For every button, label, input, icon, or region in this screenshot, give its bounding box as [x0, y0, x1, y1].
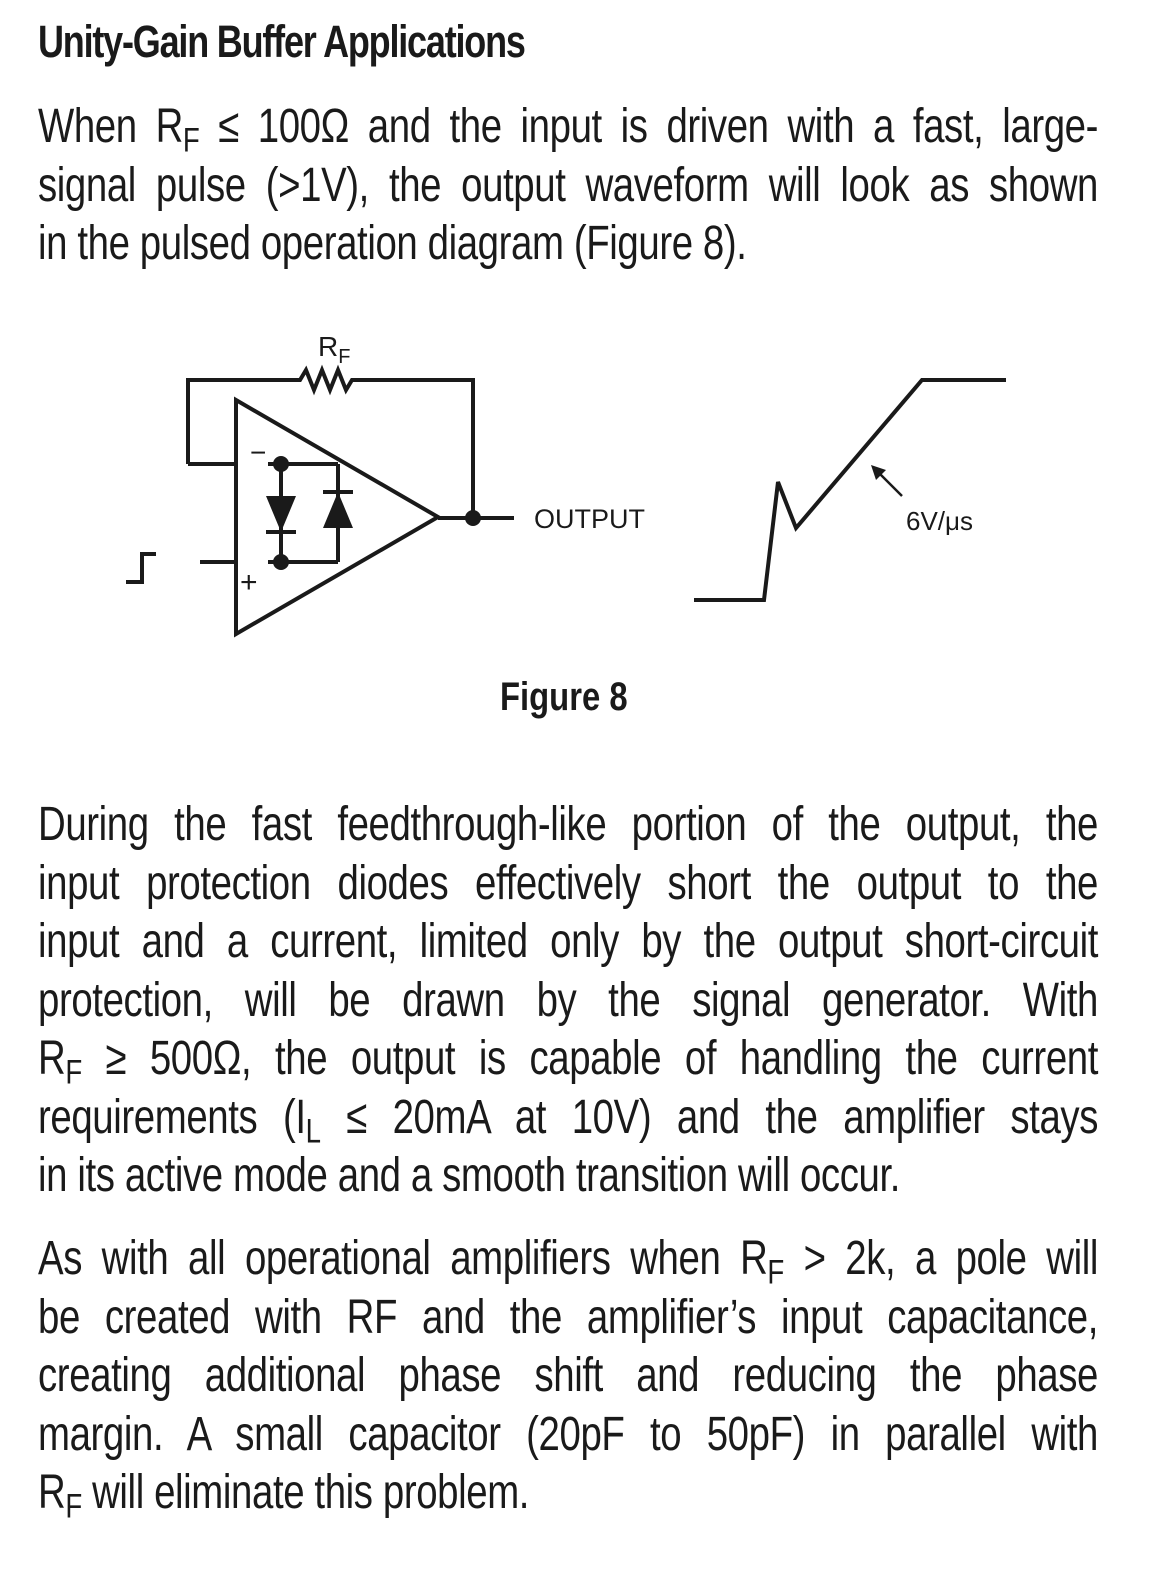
paragraph-line: input and a current, limited only by the output short-circuit [38, 915, 1098, 968]
paragraph-line: in the pulsed operation diagram (Figure 8). [38, 217, 747, 270]
paragraph-line: protection, will be drawn by the signal generator. With [38, 973, 1098, 1027]
diode-right-triangle [323, 492, 353, 528]
subscript: F [182, 121, 200, 160]
paragraph-line: margin. A small capacitor (20pF to 50pF) in parallel with [38, 1407, 1098, 1461]
text-run: R [38, 1466, 66, 1519]
paragraph-line [38, 98, 1099, 160]
paragraph-feedthrough [38, 796, 1098, 1206]
paragraph-line: be created with RF and the amplifier’s input capacitance, [38, 1290, 1098, 1344]
text-run: requirements (I [38, 1090, 306, 1144]
junction-dot [273, 554, 289, 570]
paragraph-line [38, 1230, 1098, 1292]
paragraph-pole [38, 1230, 1098, 1526]
text-run: R [38, 1032, 66, 1085]
figure-caption: Figure 8 [500, 675, 628, 719]
circuit-diagram [38, 320, 1138, 680]
text-run: When R [38, 100, 183, 153]
paragraph-line: signal pulse (>1V), the output waveform will look as shown [38, 158, 1098, 212]
subscript: F [65, 1053, 82, 1092]
paragraph-line [38, 1464, 1098, 1526]
feedback-wire [188, 370, 473, 518]
text-run: > 2k, a pole will [783, 1232, 1098, 1285]
minus-sign: − [250, 437, 267, 468]
output-label: OUTPUT [534, 504, 645, 534]
subscript: L [305, 1112, 321, 1151]
junction-dot [273, 456, 289, 472]
rf-label: $R_F$ [318, 331, 351, 368]
output-waveform [694, 380, 1006, 600]
junction-dot [465, 510, 481, 526]
text-run: ≥ 500Ω, the output is capable of handling the current [81, 1032, 1098, 1085]
text-run: will eliminate this problem. [81, 1466, 530, 1519]
text-run: As with all operational amplifiers when R [38, 1232, 768, 1285]
slew-rate-label: 6V/μs [906, 506, 974, 536]
subscript: F [65, 1487, 82, 1526]
paragraph-line: creating additional phase shift and reducing the phase [38, 1349, 1098, 1402]
paragraph-line: input protection diodes effectively short the output to the [38, 856, 1098, 910]
paragraph-line [38, 1089, 1099, 1151]
section-heading: Unity-Gain Buffer Applications [38, 16, 525, 67]
step-source-symbol [126, 554, 156, 582]
text-run: ≤ 20mA at 10V) and the amplifier stays [320, 1090, 1099, 1144]
plus-sign: + [240, 566, 258, 599]
paragraph-intro [38, 98, 1098, 274]
paragraph-line [38, 1030, 1098, 1092]
subscript: F [767, 1253, 784, 1292]
text-run: ≤ 100Ω and the input is driven with a fast, large- [199, 100, 1099, 153]
paragraph-line: in its active mode and a smooth transition will occur. [38, 1149, 901, 1202]
diode-left-triangle [266, 496, 296, 532]
paragraph-line: During the fast feedthrough-like portion of the output, the [38, 798, 1098, 851]
